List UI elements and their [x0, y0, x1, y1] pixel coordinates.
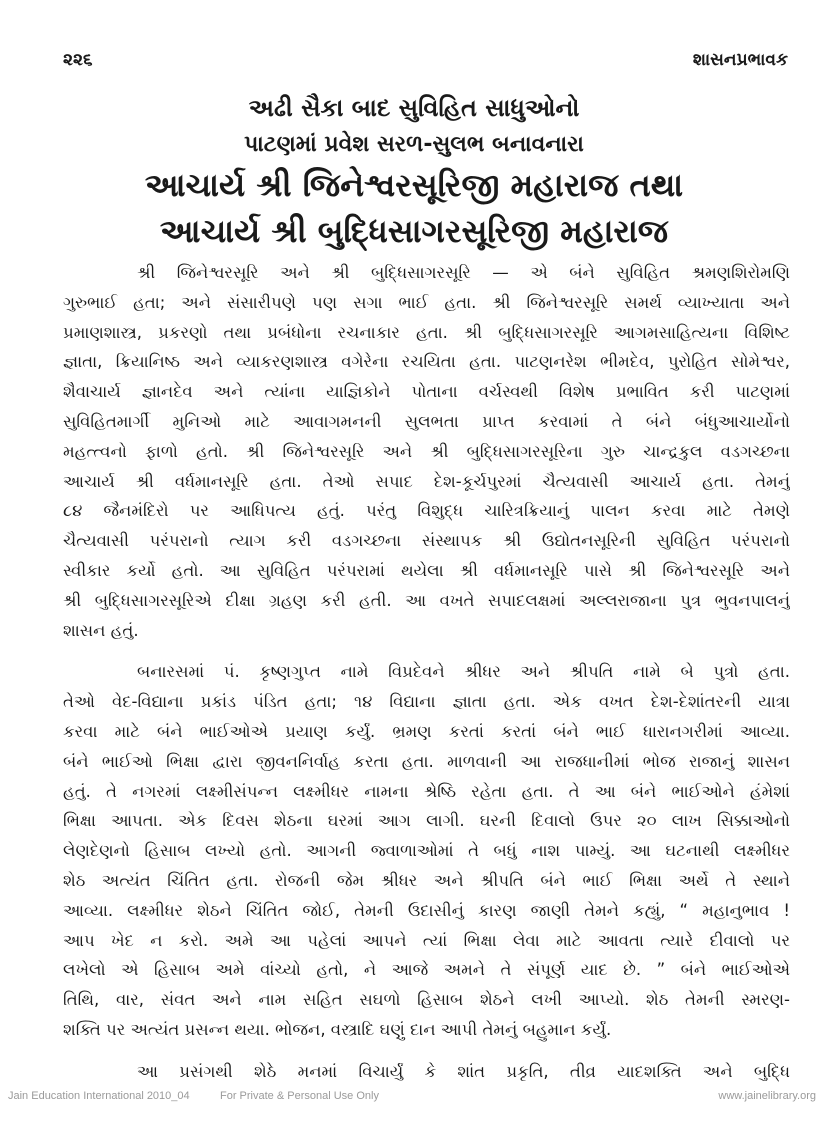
paragraph-2 [63, 657, 790, 1044]
body-text [63, 258, 790, 1087]
text-line: શાસન હતું. [63, 620, 139, 640]
text-line: જ્ઞાતા, ક્રિયાનિષ્ઠ અને વ્યાકરણશાસ્ત્ર વગેરેના રચયિતા હતા. પાટણનરેશ ભીમદેવ, પુરોહિત સોમેશ્વર, [63, 352, 790, 372]
text-line: બંને ભાઈઓ ભિક્ષા દ્વારા જીવનનિર્વાહ કરતા હતા. માળવાની આ રાજધાનીમાં ભોજ રાજાનું શાસન [63, 751, 790, 771]
text-line: સુવિહિતમાર્ગી મુનિઓ માટે આવાગમનની સુલભતા પ્રાપ્ત કરવામાં તે બંને બંધુઆચાર્યોનો [63, 411, 790, 431]
text-line: લખેલો એ હિસાબ અમે વાંચ્યો હતો, ને આજે અમને તે સંપૂર્ણ યાદ છે. ” બંને ભાઈઓએ [63, 960, 790, 980]
text-line: શ્રી બુદ્ધિસાગરસૂરિએ દીક્ષા ગ્રહણ કરી હતી. આ વખતે સપાદલક્ષમાં અલ્લરાજાના પુત્ર ભુવનપાલનું [63, 590, 790, 610]
text-line: લેણદેણનો હિસાબ લખ્યો હતો. આગની જ્વાળાઓમાં તે બધું નાશ પામ્યું. આ ઘટનાથી લક્ષ્મીધર [63, 841, 790, 861]
text-line: આપ ખેદ ન કરો. અમે આ પહેલાં આપને ત્યાં ભિક્ષા લેવા માટે આવતા ત્યારે દીવાલો પર [63, 930, 790, 950]
text-line: શક્તિ પર અત્યંત પ્રસન્ન થયા. ભોજન, વસ્ત્રાદિ ઘણું દાન આપી તેમનું બહુમાન કર્યું. [63, 1019, 612, 1039]
text-line: કરવા માટે બંને ભાઈઓએ પ્રયાણ કર્યું. ભ્રમણ કરતાં કરતાં બંને ભાઈ ધારાનગરીમાં આવ્યા. [63, 721, 790, 741]
title-line-3: આચાર્ય શ્રી જિનેશ્વરસૂરિજી મહારાજ તથા [144, 166, 684, 204]
page-number: ૨૨૬ [63, 50, 93, 70]
text-line: શ્રી જિનેશ્વરસૂરિ અને શ્રી બુદ્ધિસાગરસૂરિ — એ બંને સુવિહિત શ્રમણશિરોમણિ [137, 263, 790, 282]
text-line: ગુરુભાઈ હતા; અને સંસારીપણે પણ સગા ભાઈ હતા. શ્રી જિનેશ્વરસૂરિ સમર્થ વ્યાખ્યાતા અને [63, 292, 790, 312]
footer-website: www.jainelibrary.org [718, 1090, 816, 1102]
text-line: ૮૪ જૈનમંદિરો પર આધિપત્ય હતું. પરંતુ વિશુદ્ધ ચારિત્રક્રિયાનું પાલન કરવા માટે તેમણે [63, 501, 790, 521]
text-line: શૈવાચાર્ય જ્ઞાનદેવ અને ત્યાંના યાજ્ઞિકોને પોતાના વર્ચસ્વથી વિશેષ પ્રભાવિત કરી પાટણમાં [63, 382, 790, 402]
title-line-2: પાટણમાં પ્રવેશ સરળ-સુલભ બનાવનારા [244, 132, 584, 157]
text-line: આવ્યા. લક્ષ્મીધર શેઠને ચિંતિત જોઈ, તેમની ઉદાસીનું કારણ જાણી તેમને કહ્યું, “ મહાનુભાવ ! [63, 900, 790, 920]
paragraph-1 [63, 258, 790, 645]
title-line-1: અઢી સૈકા બાદ સુવિહિત સાધુઓનો [248, 94, 580, 122]
text-line: ભિક્ષા આપતા. એક દિવસ શેઠના ઘરમાં આગ લાગી. ઘરની દિવાલો ઉપર ૨૦ લાખ સિક્કાઓનો [63, 811, 790, 831]
text-line: શેઠ અત્યંત ચિંતિત હતા. રોજની જેમ શ્રીધર અને શ્રીપતિ બંને ભાઈ ભિક્ષા અર્થે તે સ્થાને [63, 870, 790, 890]
text-line: હતું. તે નગરમાં લક્ષ્મીસંપન્ન લક્ષ્મીધર નામના શ્રેષ્ઠિ રહેતા હતા. તે આ બંને ભાઈઓને હંમેશાં [63, 781, 790, 801]
paragraph-3 [63, 1057, 790, 1087]
chapter-title [0, 90, 828, 254]
text-line: સ્વીકાર કર્યો હતો. આ સુવિહિત પરંપરામાં થયેલા શ્રી વર્ધમાનસૂરિ પાસે શ્રી જિનેશ્વરસૂરિ અને [63, 560, 790, 580]
text-line: બનારસમાં પં. કૃષ્ણગુપ્ત નામે વિપ્રદેવને શ્રીધર અને શ્રીપતિ નામે બે પુત્રો હતા. [137, 662, 790, 682]
text-line: આચાર્ય શ્રી વર્ધમાનસૂરિ હતા. તેઓ સપાદ દેશ-કૂર્ચપુરમાં ચૈત્યવાસી આચાર્ય હતા. તેમનું [63, 471, 790, 491]
text-line: પ્રમાણશાસ્ત્ર, પ્રકરણો તથા પ્રબંધોના રચનાકાર હતા. શ્રી બુદ્ધિસાગરસૂરિ આગમસાહિત્યના વિશિષ્ટ [63, 322, 790, 342]
running-head: શાસનપ્રભાવક [692, 50, 788, 70]
text-line: ચૈત્યવાસી પરંપરાનો ત્યાગ કરી વડગચ્છના સંસ્થાપક શ્રી ઉદ્યોતનસૂરિની સુવિહિત પરંપરાનો [63, 531, 790, 551]
text-line: મહત્ત્વનો ફાળો હતો. શ્રી જિનેશ્વરસૂરિ અને શ્રી બુદ્ધિસાગરસૂરિના ગુરુ ચાન્દ્રકુલ વડગચ્છના [63, 441, 790, 461]
text-line: તેઓ વેદ-વિદ્યાના પ્રકાંડ પંડિત હતા; ૧૪ વિદ્યાના જ્ઞાતા હતા. એક વખત દેશ-દેશાંતરની યાત્રા [63, 692, 790, 712]
text-line: તિથિ, વાર, સંવત અને નામ સહિત સઘળો હિસાબ શેઠને લખી આપ્યો. શેઠ તેમની સ્મરણ- [63, 990, 790, 1010]
footer-usage-note: For Private & Personal Use Only [220, 1090, 379, 1102]
footer-publisher: Jain Education International 2010_04 [8, 1090, 190, 1102]
title-line-4: આચાર્ય શ્રી બુદ્ધિસાગરસૂરિજી મહારાજ [159, 212, 669, 250]
text-line: આ પ્રસંગથી શેઠે મનમાં વિચાર્યું કે શાંત પ્રકૃતિ, તીવ્ર યાદશક્તિ અને બુદ્ધિ [137, 1061, 790, 1081]
